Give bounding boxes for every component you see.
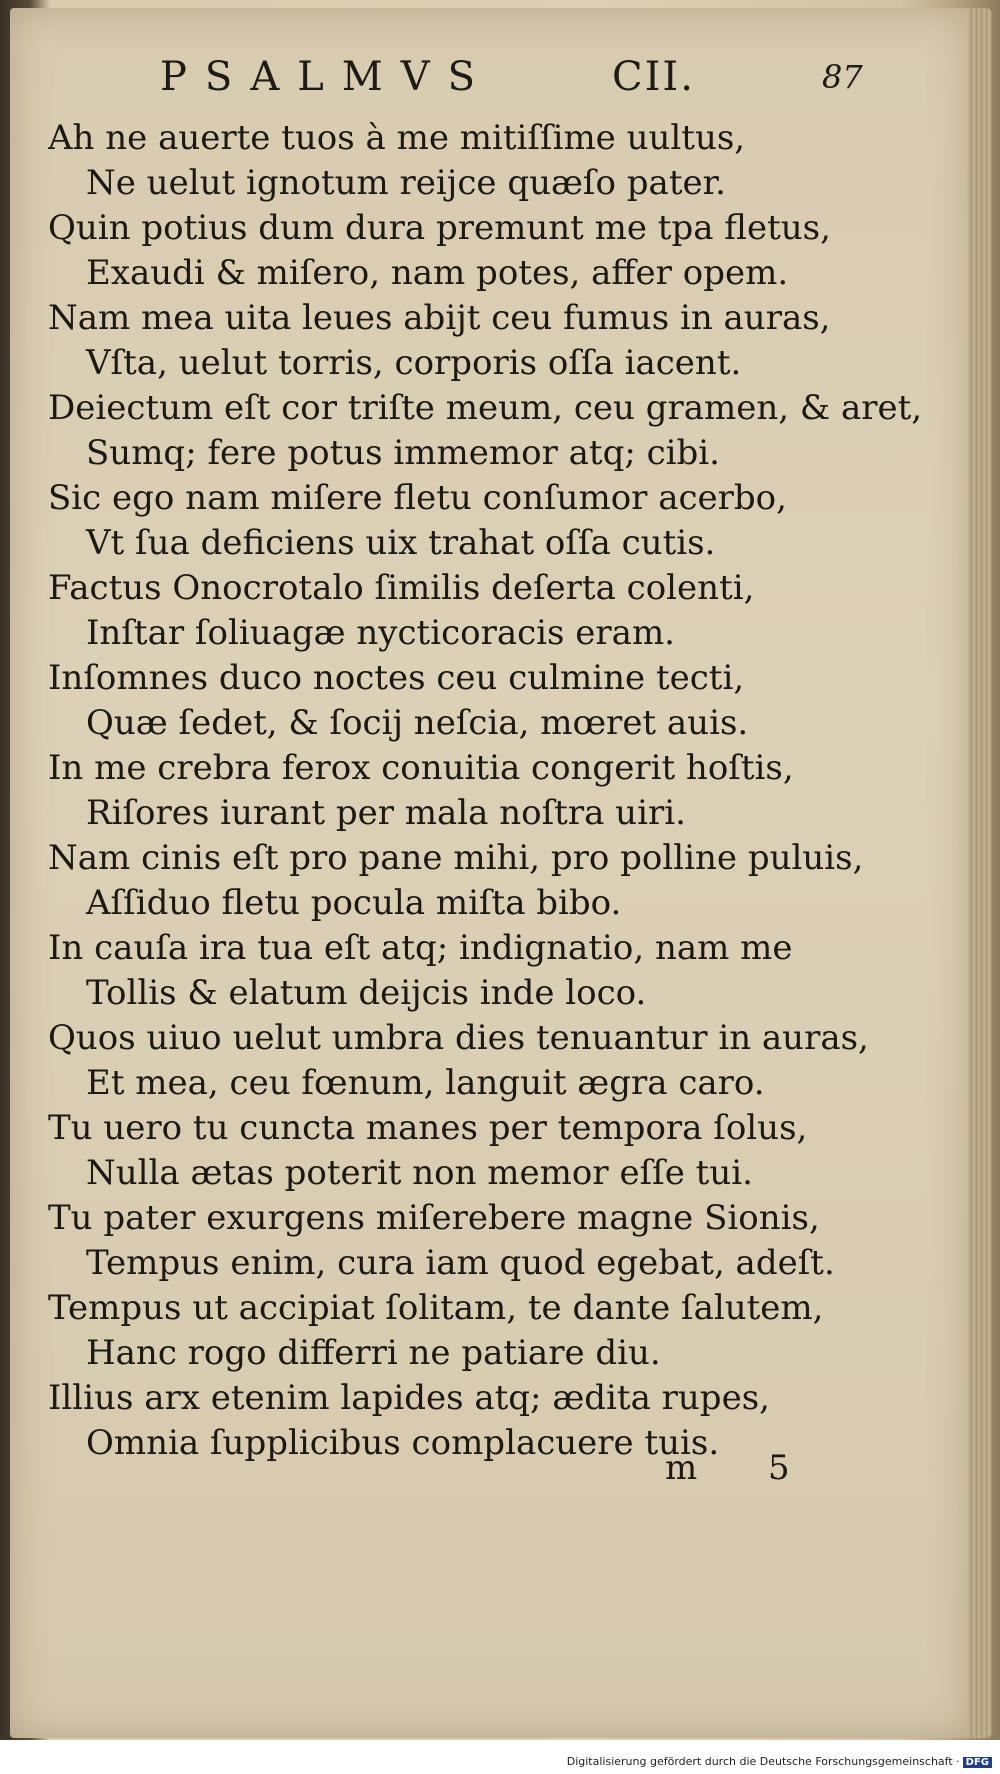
verse-line: Tu pater exurgens miſerebere magne Sionis, xyxy=(48,1198,820,1238)
digitization-credit xyxy=(567,1755,992,1768)
verse-line: Vſta, uelut torris, corporis oſſa iacent. xyxy=(86,343,742,383)
verse-line: Sumq; fere potus immemor atq; cibi. xyxy=(86,433,720,473)
signature-mark: m 5 xyxy=(665,1448,820,1488)
page-number: 87 xyxy=(822,58,863,96)
page-edge xyxy=(968,8,992,1738)
verse-line: Tu uero tu cuncta manes per tempora ſolus, xyxy=(48,1108,808,1148)
verse-line: Tollis & elatum deijcis inde loco. xyxy=(86,973,647,1013)
verse-line: Tempus enim, cura iam quod egebat, adeſt. xyxy=(86,1243,835,1283)
verse-line: Factus Onocrotalo ſimilis deſerta colenti, xyxy=(48,568,755,608)
verse-line: Quos uiuo uelut umbra dies tenuantur in auras, xyxy=(48,1018,869,1058)
book-page xyxy=(10,8,970,1738)
verse-line: Illius arx etenim lapides atq; ædita rupes, xyxy=(48,1378,770,1418)
verse-line: Riſores iurant per mala noſtra uiri. xyxy=(86,793,686,833)
psalm-number: CII. xyxy=(612,54,695,100)
verse-line: Deiectum eſt cor triſte meum, ceu gramen, & aret, xyxy=(48,388,923,428)
running-header xyxy=(10,54,970,114)
verse-line: Inſtar ſoliuagæ nycticoracis eram. xyxy=(86,613,675,653)
verse-line: Vt ſua deficiens uix trahat oſſa cutis. xyxy=(86,523,716,563)
verse-line: Quin potius dum dura premunt me tpa fletus, xyxy=(48,208,831,248)
verse-line: Nam cinis eſt pro pane mihi, pro polline puluis, xyxy=(48,838,864,878)
verse-line: Quæ ſedet, & ſocij neſcia, mœret auis. xyxy=(86,703,749,743)
verse-line: Sic ego nam miſere fletu conſumor acerbo, xyxy=(48,478,787,518)
verse-line: Nam mea uita leues abijt ceu fumus in auras, xyxy=(48,298,831,338)
credit-text: Digitalisierung gefördert durch die Deutsche Forschungsgemeinschaft · xyxy=(566,1755,960,1768)
verse-line: In me crebra ferox conuitia congerit hoſtis, xyxy=(48,748,794,788)
verse-line: Ne uelut ignotum reijce quæſo pater. xyxy=(86,163,726,203)
verse-line: Inſomnes duco noctes ceu culmine tecti, xyxy=(48,658,745,698)
verse-line: Exaudi & miſero, nam potes, affer opem. xyxy=(86,253,789,293)
running-title: PSALMVS xyxy=(160,54,494,100)
verse-line: Omnia ſupplicibus complacuere tuis. xyxy=(86,1423,720,1463)
verse-line: Ah ne auerte tuos à me mitiſſime uultus, xyxy=(48,118,746,158)
dfg-logo: DFG xyxy=(963,1757,992,1768)
verse-line: Tempus ut accipiat ſolitam, te dante ſalutem, xyxy=(48,1288,824,1328)
verse-line: Aſſiduo fletu pocula miſta bibo. xyxy=(86,883,622,923)
verse-line: Nulla ætas poterit non memor eſſe tui. xyxy=(86,1153,753,1193)
verse-line: Et mea, ceu fœnum, languit ægra caro. xyxy=(86,1063,765,1103)
verse-block xyxy=(48,116,928,1466)
verse-line: Hanc rogo differri ne patiare diu. xyxy=(86,1333,661,1373)
verse-line: In cauſa ira tua eſt atq; indignatio, nam me xyxy=(48,928,793,968)
